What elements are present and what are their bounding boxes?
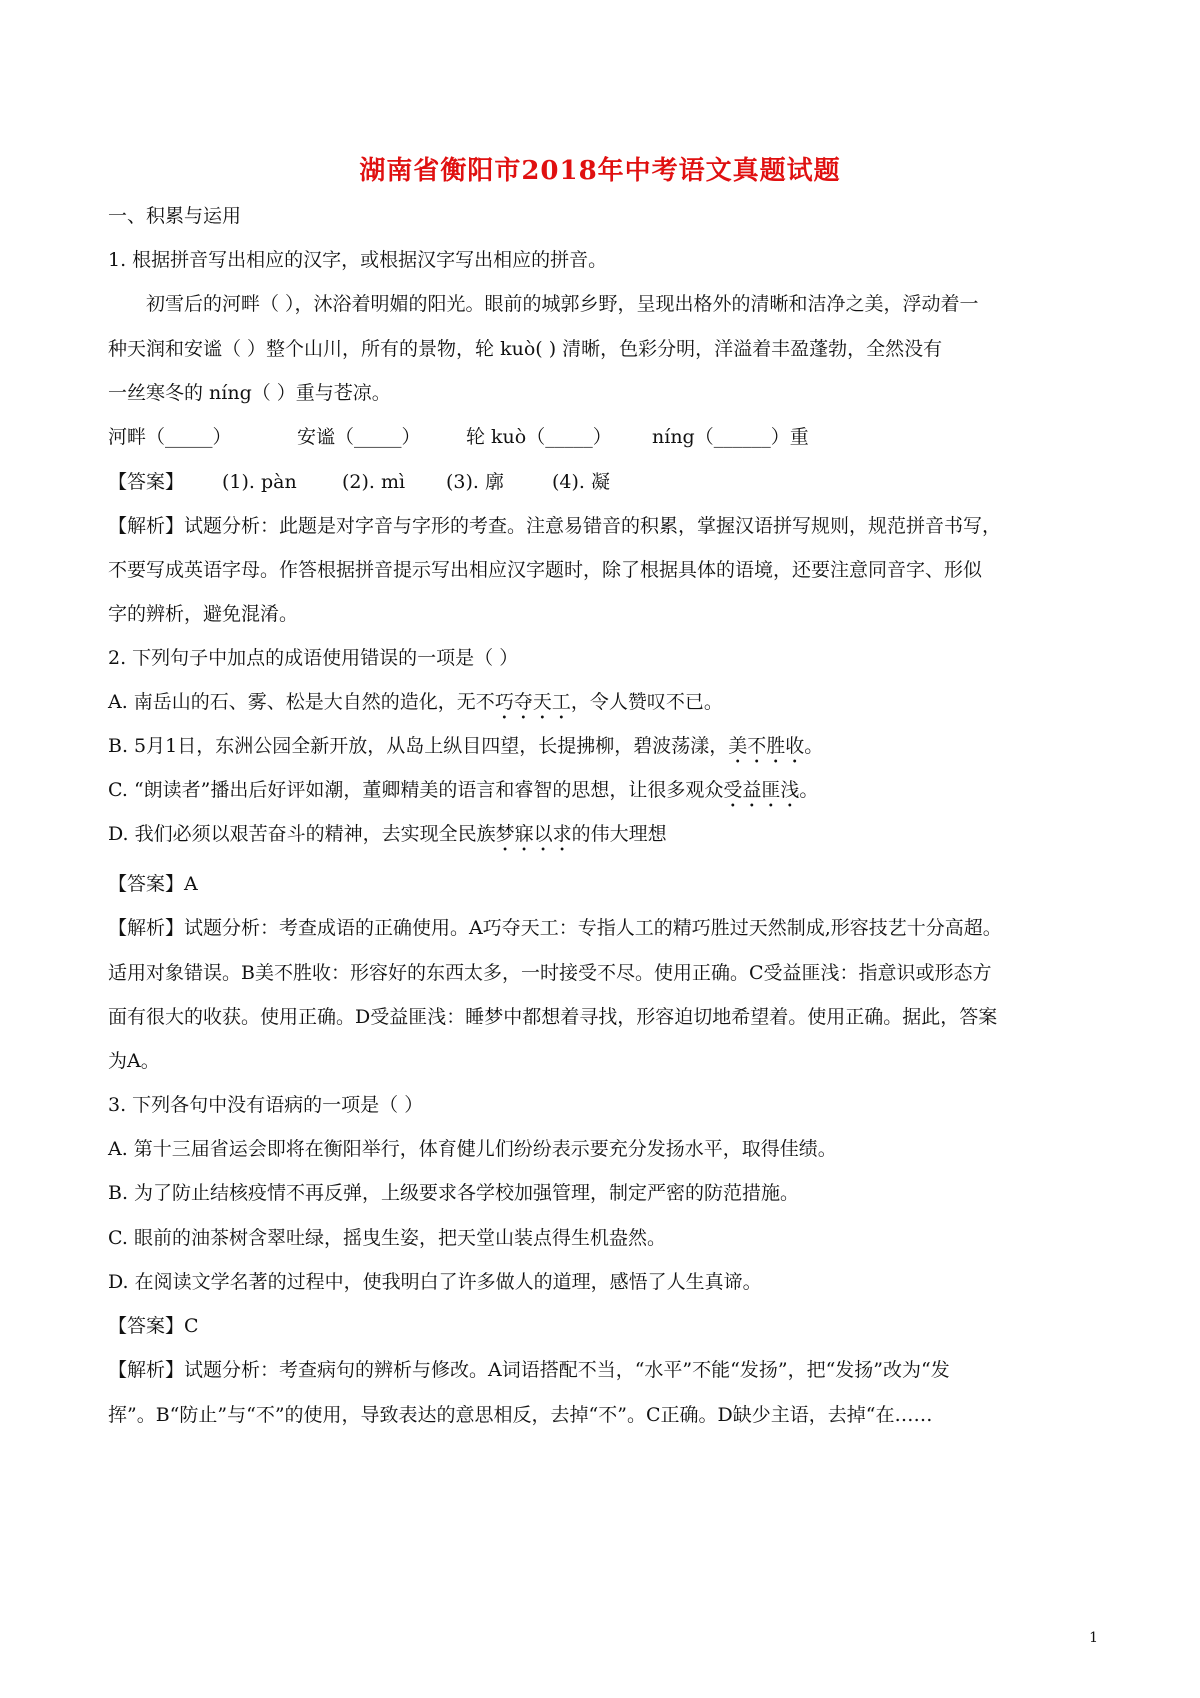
q1-analysis-line: 【解析】试题分析：此题是对字音与字形的考查。注意易错音的积累，掌握汉语拼写规则，规范拼音书写，: [108, 515, 1002, 537]
q2-option: [108, 690, 1098, 724]
section-heading: 一、积累与运用: [108, 205, 242, 227]
dotted-idiom: 巧夺天工: [494, 691, 571, 713]
q1-answer-label: 【答案】: [108, 471, 185, 493]
q1-passage-line: 一丝寒冬的 níng（ ）重与苍凉。: [108, 382, 391, 404]
q3-option: C. 眼前的油茶树含翠吐绿，摇曳生姿，把天堂山装点得生机盎然。: [108, 1227, 666, 1249]
dotted-idiom: 受益匪浅: [723, 779, 800, 801]
q1-passage-line: 初雪后的河畔（ ），沐浴着明媚的阳光。眼前的城郭乡野，呈现出格外的清晰和洁净之美，浮动着一: [146, 293, 979, 315]
q1-blank: 安谧（_____）: [297, 426, 421, 448]
q1-blank: níng（______）重: [652, 426, 809, 448]
q1-analysis-line: 字的辨析，避免混淆。: [108, 603, 299, 625]
q1-answer-item: (2). mì: [342, 471, 406, 493]
q2-analysis-line: 面有很大的收获。使用正确。D受益匪浅：睡梦中都想着寻找，形容迫切地希望着。使用正确。据此，答案: [108, 1006, 998, 1028]
q1-analysis-line: 不要写成英语字母。作答根据拼音提示写出相应汉字题时，除了根据具体的语境，还要注意同音字、形似: [108, 559, 983, 581]
option-text: 。: [804, 735, 824, 757]
option-text: 。: [799, 779, 819, 801]
q3-stem: 3. 下列各句中没有语病的一项是（ ）: [108, 1094, 424, 1116]
q1-blank: 轮 kuò（_____）: [466, 426, 612, 448]
q2-analysis-line: 适用对象错误。B美不胜收：形容好的东西太多，一时接受不尽。使用正确。C受益匪浅：指意识或形态方: [108, 962, 992, 984]
dotted-idiom: 美不胜收: [728, 735, 805, 757]
q1-blank: 河畔（_____）: [108, 426, 232, 448]
q2-stem: 2. 下列句子中加点的成语使用错误的一项是（ ）: [108, 647, 519, 669]
q1-answer-item: (4). 凝: [552, 471, 610, 493]
page-number: 1: [1089, 1630, 1098, 1646]
q3-option: D. 在阅读文学名著的过程中，使我明白了许多做人的道理，感悟了人生真谛。: [108, 1271, 762, 1293]
q2-answer: 【答案】A: [108, 873, 198, 895]
q1-stem: 1. 根据拼音写出相应的汉字，或根据汉字写出相应的拼音。: [108, 249, 608, 271]
q3-analysis-line: 挥”。B“防止”与“不”的使用，导致表达的意思相反，去掉“不”。C正确。D缺少主语，去掉“在……: [108, 1404, 933, 1426]
q3-answer: 【答案】C: [108, 1315, 199, 1337]
option-text: ，令人赞叹不已。: [570, 691, 723, 713]
q2-option: [108, 734, 1098, 768]
q1-passage-line: 种天润和安谧（ ）整个山川，所有的景物，轮 kuò( ) 清晰，色彩分明，洋溢着丰盈蓬勃，全然没有: [108, 338, 943, 360]
option-text: C. “朗读者”播出后好评如潮，董卿精美的语言和睿智的思想，让很多观众: [108, 779, 724, 801]
option-text: B. 5月1日，东洲公园全新开放，从岛上纵目四望，长提拂柳，碧波荡漾，: [108, 735, 729, 757]
option-text: A. 南岳山的石、雾、松是大自然的造化，无不: [108, 691, 495, 713]
q3-option: B. 为了防止结核疫情不再反弹，上级要求各学校加强管理，制定严密的防范措施。: [108, 1182, 800, 1204]
q2-option: [108, 822, 1098, 856]
page-title: 湖南省衡阳市2018年中考语文真题试题: [359, 156, 841, 186]
option-text: D. 我们必须以艰苦奋斗的精神，去实现全民族: [108, 823, 496, 845]
q1-answer-item: (1). pàn: [222, 471, 297, 493]
q1-answer-item: (3). 廓: [446, 471, 504, 493]
dotted-idiom: 梦寐以求: [495, 823, 572, 845]
q2-option: [108, 778, 1098, 812]
q2-analysis-line: 【解析】试题分析：考查成语的正确使用。A巧夺天工：专指人工的精巧胜过天然制成,形容技艺十分高超。: [108, 917, 1002, 939]
q3-option: A. 第十三届省运会即将在衡阳举行，体育健儿们纷纷表示要充分发扬水平，取得佳绩。: [108, 1138, 837, 1160]
q3-analysis-line: 【解析】试题分析：考查病句的辨析与修改。A词语搭配不当，“水平”不能“发扬”，把“发扬”改为“发: [108, 1359, 950, 1381]
option-text: 的伟大理想: [571, 823, 667, 845]
q2-analysis-line: 为A。: [108, 1050, 160, 1072]
